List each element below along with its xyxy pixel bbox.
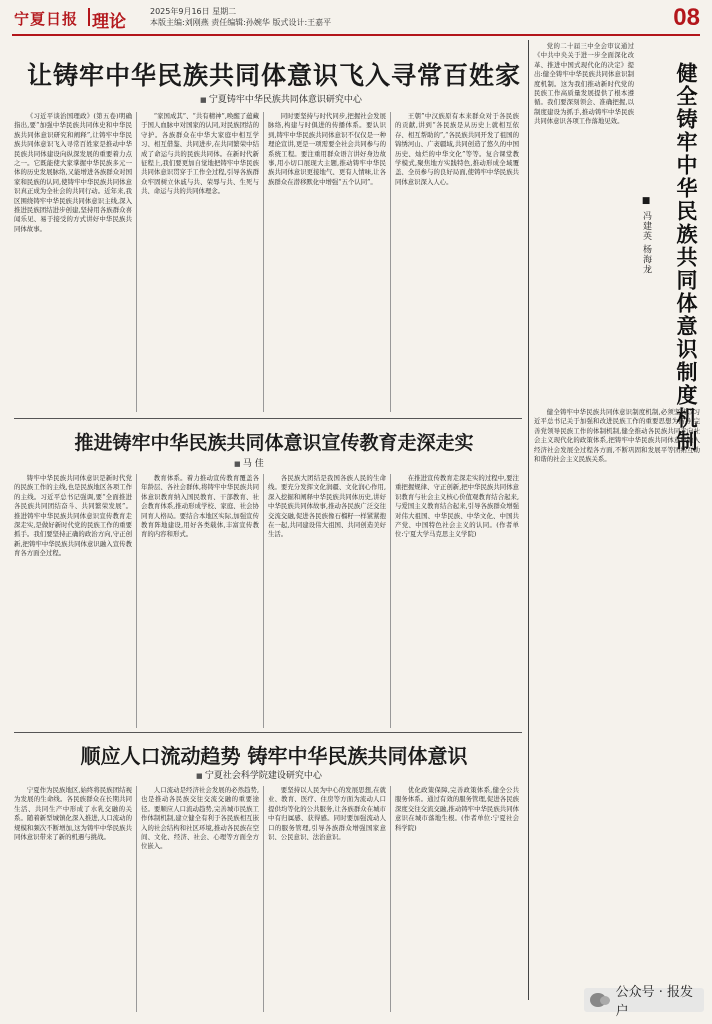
- article1-byline: ■ 宁夏铸牢中华民族共同体意识研究中心: [200, 92, 362, 105]
- wechat-watermark: [584, 985, 704, 1019]
- article1-column-4: 王朝”中汉族原有本来群众对于各民族的贡献,讲到“各民族是从历史上就相互依存、相互帮助的”,“各民族共同开发了祖国的锦绣河山、广袤疆域,共同创造了悠久的中国历史、灿烂的中华文化”等等。复合课堂教学模式,聚焦地方实践特色,推动形成全域覆盖、全员参与的良好局面,使铸牢中华民族共同体意识深入人心。: [395, 112, 519, 186]
- side-article-byline: ■ 冯建英 杨海龙: [641, 196, 651, 275]
- column-divider: [263, 474, 264, 728]
- article2-column-3: 各民族大团结是我国各族人民的生命线。要充分发挥文化润疆、文化润心作用,深入挖掘和阐释中华民族共同体历史,讲好中华民族共同体故事,推动各民族广泛交往交流交融,促进各民族像石榴籽一样紧紧抱在一起,共同建设伟大祖国、共同创造美好生活。: [268, 474, 386, 539]
- column-divider: [390, 474, 391, 728]
- page-number: 08: [673, 4, 700, 31]
- column-divider: [136, 474, 137, 728]
- newspaper-logo: 宁夏日报: [14, 10, 79, 28]
- section-rule: [14, 732, 522, 733]
- article3-column-1: 宁夏作为民族地区,始终将民族团结视为发展的生命线。各民族群众在长期共同生活、共同生产中形成了水乳交融的关系。随着新型城镇化深入推进,人口流动的规模和频次不断增加,这为铸牢中华民族共同体意识带来了新的机遇与挑战。: [14, 786, 132, 842]
- article1-column-3: 同时要坚持与时代同步,把握社会发展脉络,构建与时俱进的传播体系。要认识到,铸牢中华民族共同体意识不仅仅是一种理论宣讲,更是一项需要全社会共同参与的系统工程。要注重用群众语言讲好身边故事,用小切口展现大主题,推动铸牢中华民族共同体意识更接地气、更有人情味,让各族群众在潜移默化中增强“五个认同”。: [268, 112, 386, 186]
- side-article-border: [528, 40, 529, 1000]
- side-article-column-1: 党的二十届三中全会审议通过《中共中央关于进一步全面深化改革、推进中国式现代化的决定》提出:健全铸牢中华民族共同体意识制度机制。这为我们推动新时代党的民族工作高质量发展提供了根本遵循。我们要深刻领会、准确把握,以制度建设为抓手,推动铸牢中华民族共同体意识各项工作落地见效。: [534, 42, 634, 126]
- editor-credits: 本版主编:刘刚燕 责任编辑:孙婉华 版式设计:王嘉平: [150, 18, 332, 27]
- side-article-column-2: 健全铸牢中华民族共同体意识制度机制,必须坚持以习近平总书记关于加强和改进民族工作的重要思想为指导,完善党领导民族工作的体制机制,健全推动各民族共同走向社会主义现代化的政策体系,把铸牢中华民族共同体意识融入经济社会发展全过程各方面,不断巩固和发展平等团结互助和谐的社会主义民族关系。: [534, 408, 700, 464]
- article3-column-3: 要坚持以人民为中心的发展思想,在就业、教育、医疗、住房等方面为流动人口提供均等化的公共服务,让各族群众在城市中有归属感、获得感。同时要加强流动人口的服务管理,引导各族群众增强国家意识、公民意识、法治意识。: [268, 786, 386, 842]
- section-rule: [14, 418, 522, 419]
- wechat-icon: [590, 993, 606, 1007]
- article2-column-4: 在推进宣传教育走深走实的过程中,要注重把握规律、守正创新,把中华民族共同体意识教育与社会主义核心价值观教育结合起来,与爱国主义教育结合起来,引导各族群众增强对伟大祖国、中华民族、中华文化、中国共产党、中国特色社会主义的认同。(作者单位:宁夏大学马克思主义学院): [395, 474, 519, 539]
- article2-headline: 推进铸牢中华民族共同体意识宣传教育走深走实: [74, 432, 474, 454]
- section-label: 理论: [92, 12, 126, 32]
- article3-headline: 顺应人口流动趋势 铸牢中华民族共同体意识: [80, 744, 468, 768]
- column-divider: [263, 786, 264, 1012]
- article1-headline: 让铸牢中华民族共同体意识飞入寻常百姓家: [26, 61, 521, 90]
- column-divider: [390, 112, 391, 412]
- watermark-text: 公众号 · 报发户: [615, 985, 694, 1019]
- masthead: [0, 0, 712, 38]
- article3-column-4: 优化政策保障,完善政策体系,健全公共服务体系。通过有效的服务管理,促进各民族深度交往交流交融,推动铸牢中华民族共同体意识在城市落地生根。(作者单位:宁夏社会科学院): [395, 786, 519, 832]
- article3-byline: ■ 宁夏社会科学院建设研究中心: [196, 768, 322, 781]
- column-divider: [390, 786, 391, 1012]
- article1-column-1: 《习近平谈治国理政》(第五卷)明确指出,要“加强中华民族共同体史和中华民族共同体意识研究和阐释”,让铸牢中华民族共同体意识飞入寻常百姓家是推动中华民族共同体建设向纵深发展的重要着力点之一。它既能使大家掌握中华民族多元一体的历史发展脉络,又能增进各族群众对国家和民族的认同,使铸牢中华民族共同体意识真正成为全社会的共同行动。近年来,我区围绕铸牢中华民族共同体意识主线,深入推进民族团结进步创建,坚持用各族群众喜闻乐见、易于接受的方式讲好中华民族共同体故事。: [14, 112, 132, 233]
- article2-column-1: 铸牢中华民族共同体意识是新时代党的民族工作的主线,也是民族地区各项工作的主线。习近平总书记强调,要“全面推进各民族共同团结奋斗、共同繁荣发展”。推进铸牢中华民族共同体意识宣传教育走深走实,是做好新时代党的民族工作的重要抓手。我们要坚持正确的政治方向,守正创新,把铸牢中华民族共同体意识融入宣传教育各方面全过程。: [14, 474, 132, 558]
- column-divider: [263, 112, 264, 412]
- issue-meta: [150, 6, 331, 28]
- masthead-rule: [12, 34, 700, 36]
- issue-date: 2025年9月16日 星期二: [150, 7, 237, 16]
- column-divider: [136, 786, 137, 1012]
- article2-byline: ■ 马 佳: [234, 456, 264, 469]
- article1-column-2: “家国成其”、“共有精神”,唤醒了蕴藏于国人血脉中对国家的认同,对民族团结的守护。各族群众在中华大家庭中相互学习、相互借鉴、共同进步,在共同繁荣中结成了命运与共的民族共同体。在新时代新征程上,我们要更加自觉地把铸牢中华民族共同体意识贯穿于工作全过程,引导各族群众牢固树立休戚与共、荣辱与共、生死与共、命运与共的共同体理念。: [141, 112, 259, 196]
- article3-column-2: 人口流动是经济社会发展的必然趋势,也是推动各民族交往交流交融的重要途径。要顺应人口流动趋势,完善城市民族工作体制机制,建立健全有利于各民族相互嵌入的社会结构和社区环境,推动各民族在空间、文化、经济、社会、心理等方面全方位嵌入。: [141, 786, 259, 851]
- masthead-divider: [88, 8, 90, 26]
- article2-column-2: 教育体系。着力推动宣传教育覆盖各年龄层、各社会群体,将铸牢中华民族共同体意识教育纳入国民教育、干部教育、社会教育体系,推动形成学校、家庭、社会协同育人格局。要结合本地区实际,加强宣传教育阵地建设,用好各类载体,丰富宣传教育的内容和形式。: [141, 474, 259, 539]
- column-divider: [136, 112, 137, 412]
- side-article-headline: 健全铸牢中华民族共同体意识制度机制: [674, 62, 698, 453]
